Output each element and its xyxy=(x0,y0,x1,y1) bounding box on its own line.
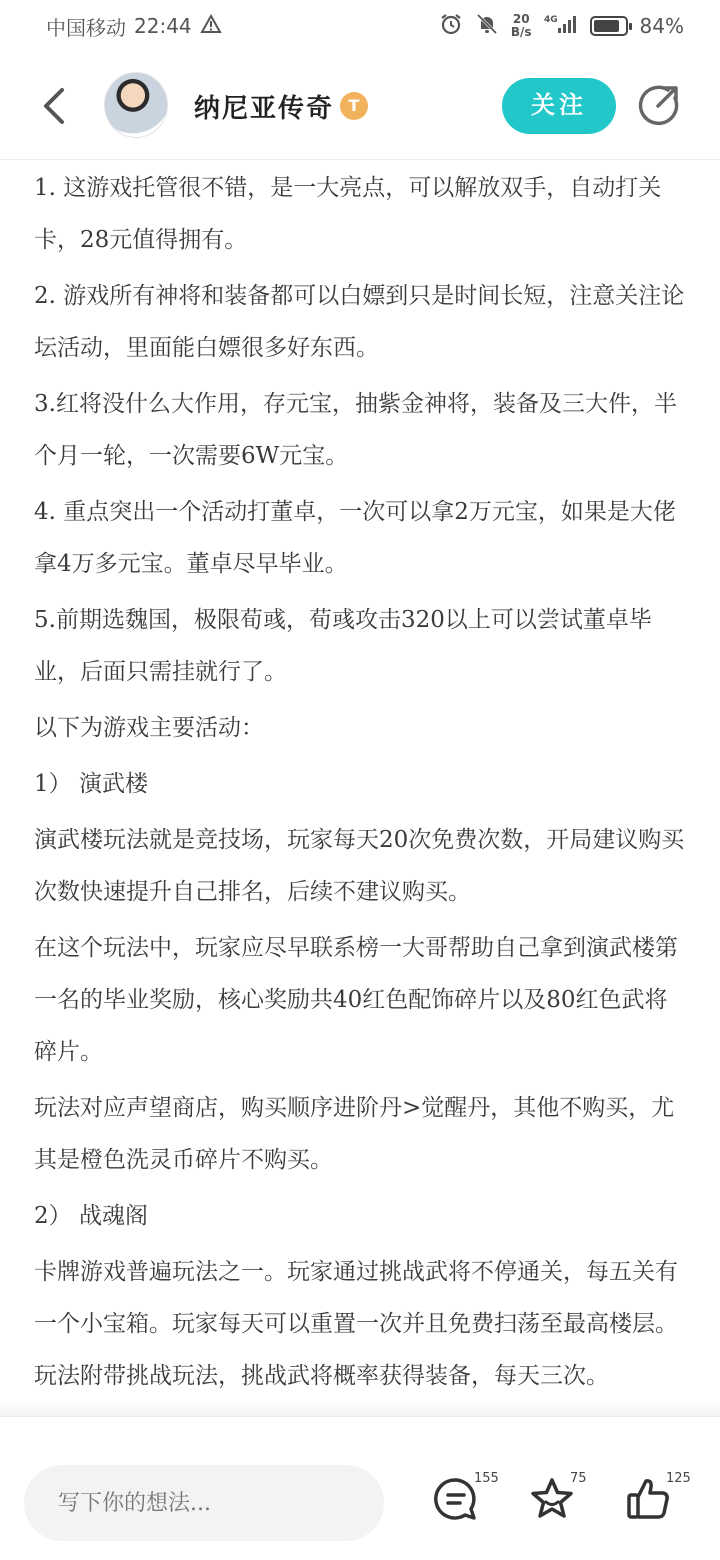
like-count: 125 xyxy=(666,1471,691,1486)
back-button[interactable] xyxy=(38,86,70,126)
signal-icon xyxy=(544,13,578,40)
speed-unit: B/s xyxy=(510,25,532,39)
thumbs-up-icon xyxy=(624,1475,672,1523)
paragraph: 4. 重点突出一个活动打董卓，一次可以拿2万元宝，如果是大佬拿4万多元宝。董卓尽早毕业。 xyxy=(34,499,676,577)
author-name[interactable]: 纳尼亚传奇 xyxy=(194,94,335,124)
level-badge: T xyxy=(340,92,368,120)
warning-icon xyxy=(200,14,222,39)
clock: 22:44 xyxy=(134,14,192,38)
star-icon xyxy=(528,1475,576,1523)
comment-icon xyxy=(432,1475,480,1523)
paragraph: 卡牌游戏普遍玩法之一。玩家通过挑战武将不停通关，每五关有一个小宝箱。玩家每天可以重置一次并且免费扫荡至最高楼层。玩法附带挑战玩法，挑战武将概率获得装备，每天三次。 xyxy=(34,1259,678,1389)
svg-text:4G: 4G xyxy=(543,14,558,25)
paragraph: 5.前期选魏国，极限荀彧，荀彧攻击320以上可以尝试董卓毕业，后面只需挂就行了。 xyxy=(34,607,652,685)
section-heading: 1） 演武楼 xyxy=(34,771,148,797)
paragraph: 在这个玩法中，玩家应尽早联系榜一大哥帮助自己拿到演武楼第一名的毕业奖励，核心奖励共40红色配饰碎片以及80红色武将碎片。 xyxy=(34,935,678,1065)
paragraph: 演武楼玩法就是竞技场，玩家每天20次免费次数，开局建议购买次数快速提升自己排名，后续不建议购买。 xyxy=(34,827,685,905)
status-bar xyxy=(0,0,720,52)
favorite-button[interactable] xyxy=(528,1471,588,1535)
like-button[interactable] xyxy=(624,1471,691,1535)
status-right xyxy=(439,12,684,41)
content-fade xyxy=(0,1400,720,1416)
post-content xyxy=(34,162,690,1414)
battery-fill xyxy=(594,20,619,32)
section-heading: 2） 战魂阁 xyxy=(34,1203,148,1229)
follow-button[interactable]: 关注 xyxy=(502,78,616,134)
paragraph: 玩法对应声望商店，购买顺序进阶丹>觉醒丹，其他不购买，尤其是橙色洗灵币碎片不购买。 xyxy=(34,1095,675,1173)
comment-count: 155 xyxy=(474,1471,499,1486)
paragraph: 以下为游戏主要活动： xyxy=(34,715,264,741)
share-icon xyxy=(638,84,680,126)
network-speed xyxy=(511,13,532,39)
share-button[interactable] xyxy=(638,84,680,126)
favorite-count: 75 xyxy=(570,1471,587,1486)
back-arrow-icon xyxy=(38,86,70,126)
speed-value: 20 xyxy=(512,12,530,26)
alarm-icon xyxy=(439,12,463,41)
battery-percent: 84% xyxy=(639,14,684,38)
paragraph: 3.红将没什么大作用，存元宝，抽紫金神将，装备及三大件，半个月一轮，一次需要6W元宝。 xyxy=(34,391,677,469)
author-avatar[interactable] xyxy=(104,72,168,138)
battery-icon xyxy=(590,16,628,36)
post-header xyxy=(0,52,720,160)
carrier: 中国移动 xyxy=(46,15,126,40)
paragraph: 1. 这游戏托管很不错，是一大亮点，可以解放双手，自动打关卡，28元值得拥有。 xyxy=(34,175,662,253)
mute-icon xyxy=(475,12,499,41)
comment-input[interactable] xyxy=(24,1465,384,1541)
paragraph: 2. 游戏所有神将和装备都可以白嫖到只是时间长短，注意关注论坛活动，里面能白嫖很多好东西。 xyxy=(34,283,685,361)
bottom-action-bar xyxy=(0,1416,720,1560)
status-left xyxy=(46,12,222,41)
comment-button[interactable] xyxy=(432,1471,499,1535)
